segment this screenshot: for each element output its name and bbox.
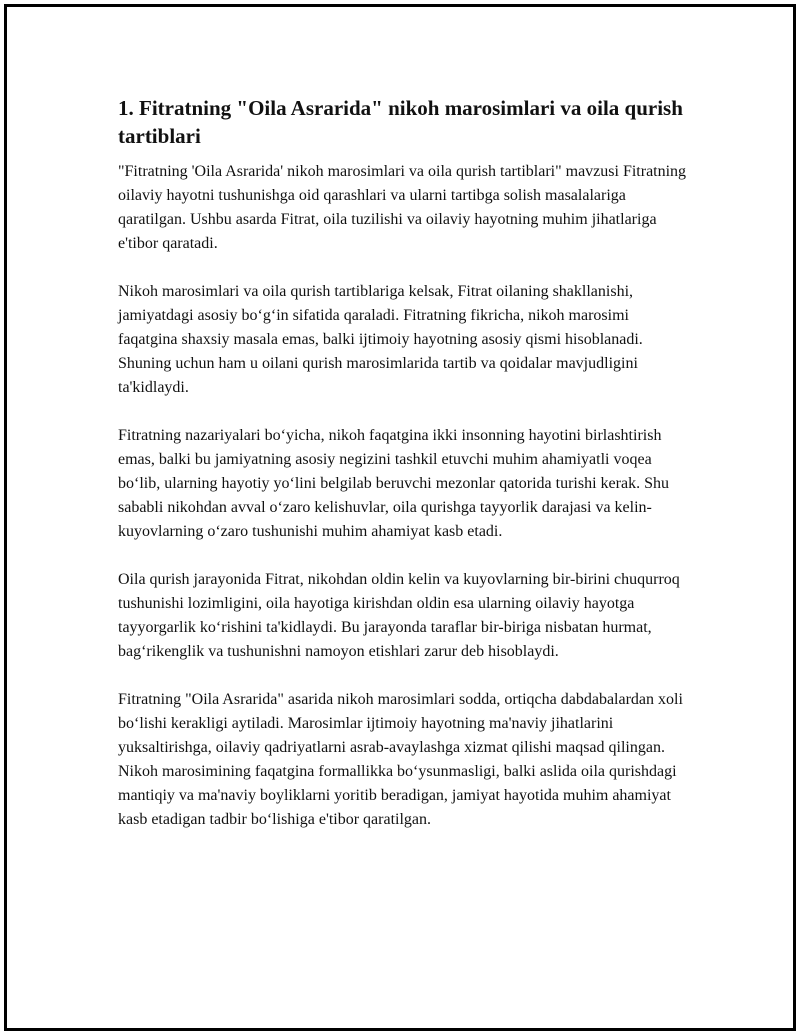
paragraph-theories: Fitratning nazariyalari bo‘yicha, nikoh faqatgina ikki insonning hayotini birlashtirish emas, balki bu jamiyatning asosiy negizini tashkil etuvchi muhim ahamiyatli voqea bo‘lib, ularning hayotiy yo‘lini belgilab beruvchi mezonlar qatorida turishi kerak. Shu sababli nikohdan avval o‘zaro kelishuvlar, oila qurishga tayyorlik darajasi va kelin-kuyovlarning o‘zaro tushunishi muhim ahamiyat kasb etadi. [118, 427, 669, 540]
paragraph-intro: "Fitratning 'Oila Asrarida' nikoh marosimlari va oila qurish tartiblari" mavzusi Fitratning oilaviy hayotni tushunishga oid qarashlari va ularni tartibga solish masalalariga qaratilgan. Ushbu asarda Fitrat, oila tuzilishi va oilaviy hayotning muhim jihatlariga e'tibor qaratadi. [118, 163, 687, 252]
paragraph-family-building: Oila qurish jarayonida Fitrat, nikohdan oldin kelin va kuyovlarning bir-birini chuqurroq tushunishi lozimligini, oila hayotiga kirishdan oldin esa ularning oilaviy hayotga tayyorgarlik ko‘rishini ta'kidlaydi. Bu jarayonda taraflar bir-biriga nisbatan hurmat, bag‘rikenglik va tushunishni namoyon etishlari zarur deb hisoblaydi. [118, 571, 680, 660]
document-title: 1. Fitratning "Oila Asrarida" nikoh marosimlari va oila qurish tartiblari [118, 96, 683, 148]
paragraph-marriage-rituals: Nikoh marosimlari va oila qurish tartiblariga kelsak, Fitrat oilaning shakllanishi, jamiyatdagi asosiy bo‘g‘in sifatida qaraladi. Fitratning fikricha, nikoh marosimi faqatgina shaxsiy masala emas, balki ijtimoiy hayotning asosiy qismi hisoblanadi. Shuning uchun ham u oilani qurish marosimlarida tartib va qoidalar mavjudligini ta'kidlaydi. [118, 283, 643, 396]
document-body [118, 94, 688, 856]
paragraph-simplicity: Fitratning "Oila Asrarida" asarida nikoh marosimlari sodda, ortiqcha dabdabalardan xoli bo‘lishi kerakligi aytiladi. Marosimlar ijtimoiy hayotning ma'naviy jihatlarini yuksaltirishga, oilaviy qadriyatlarni asrab-avaylashga xizmat qilishi maqsad qilingan. Nikoh marosimining faqatgina formallikka bo‘ysunmasligi, balki aslida oila qurishdagi mantiqiy va ma'naviy boyliklarni yoritib beradigan, jamiyat hayotida muhim ahamiyat kasb etadigan tadbir bo‘lishiga e'tibor qaratilgan. [118, 691, 683, 828]
